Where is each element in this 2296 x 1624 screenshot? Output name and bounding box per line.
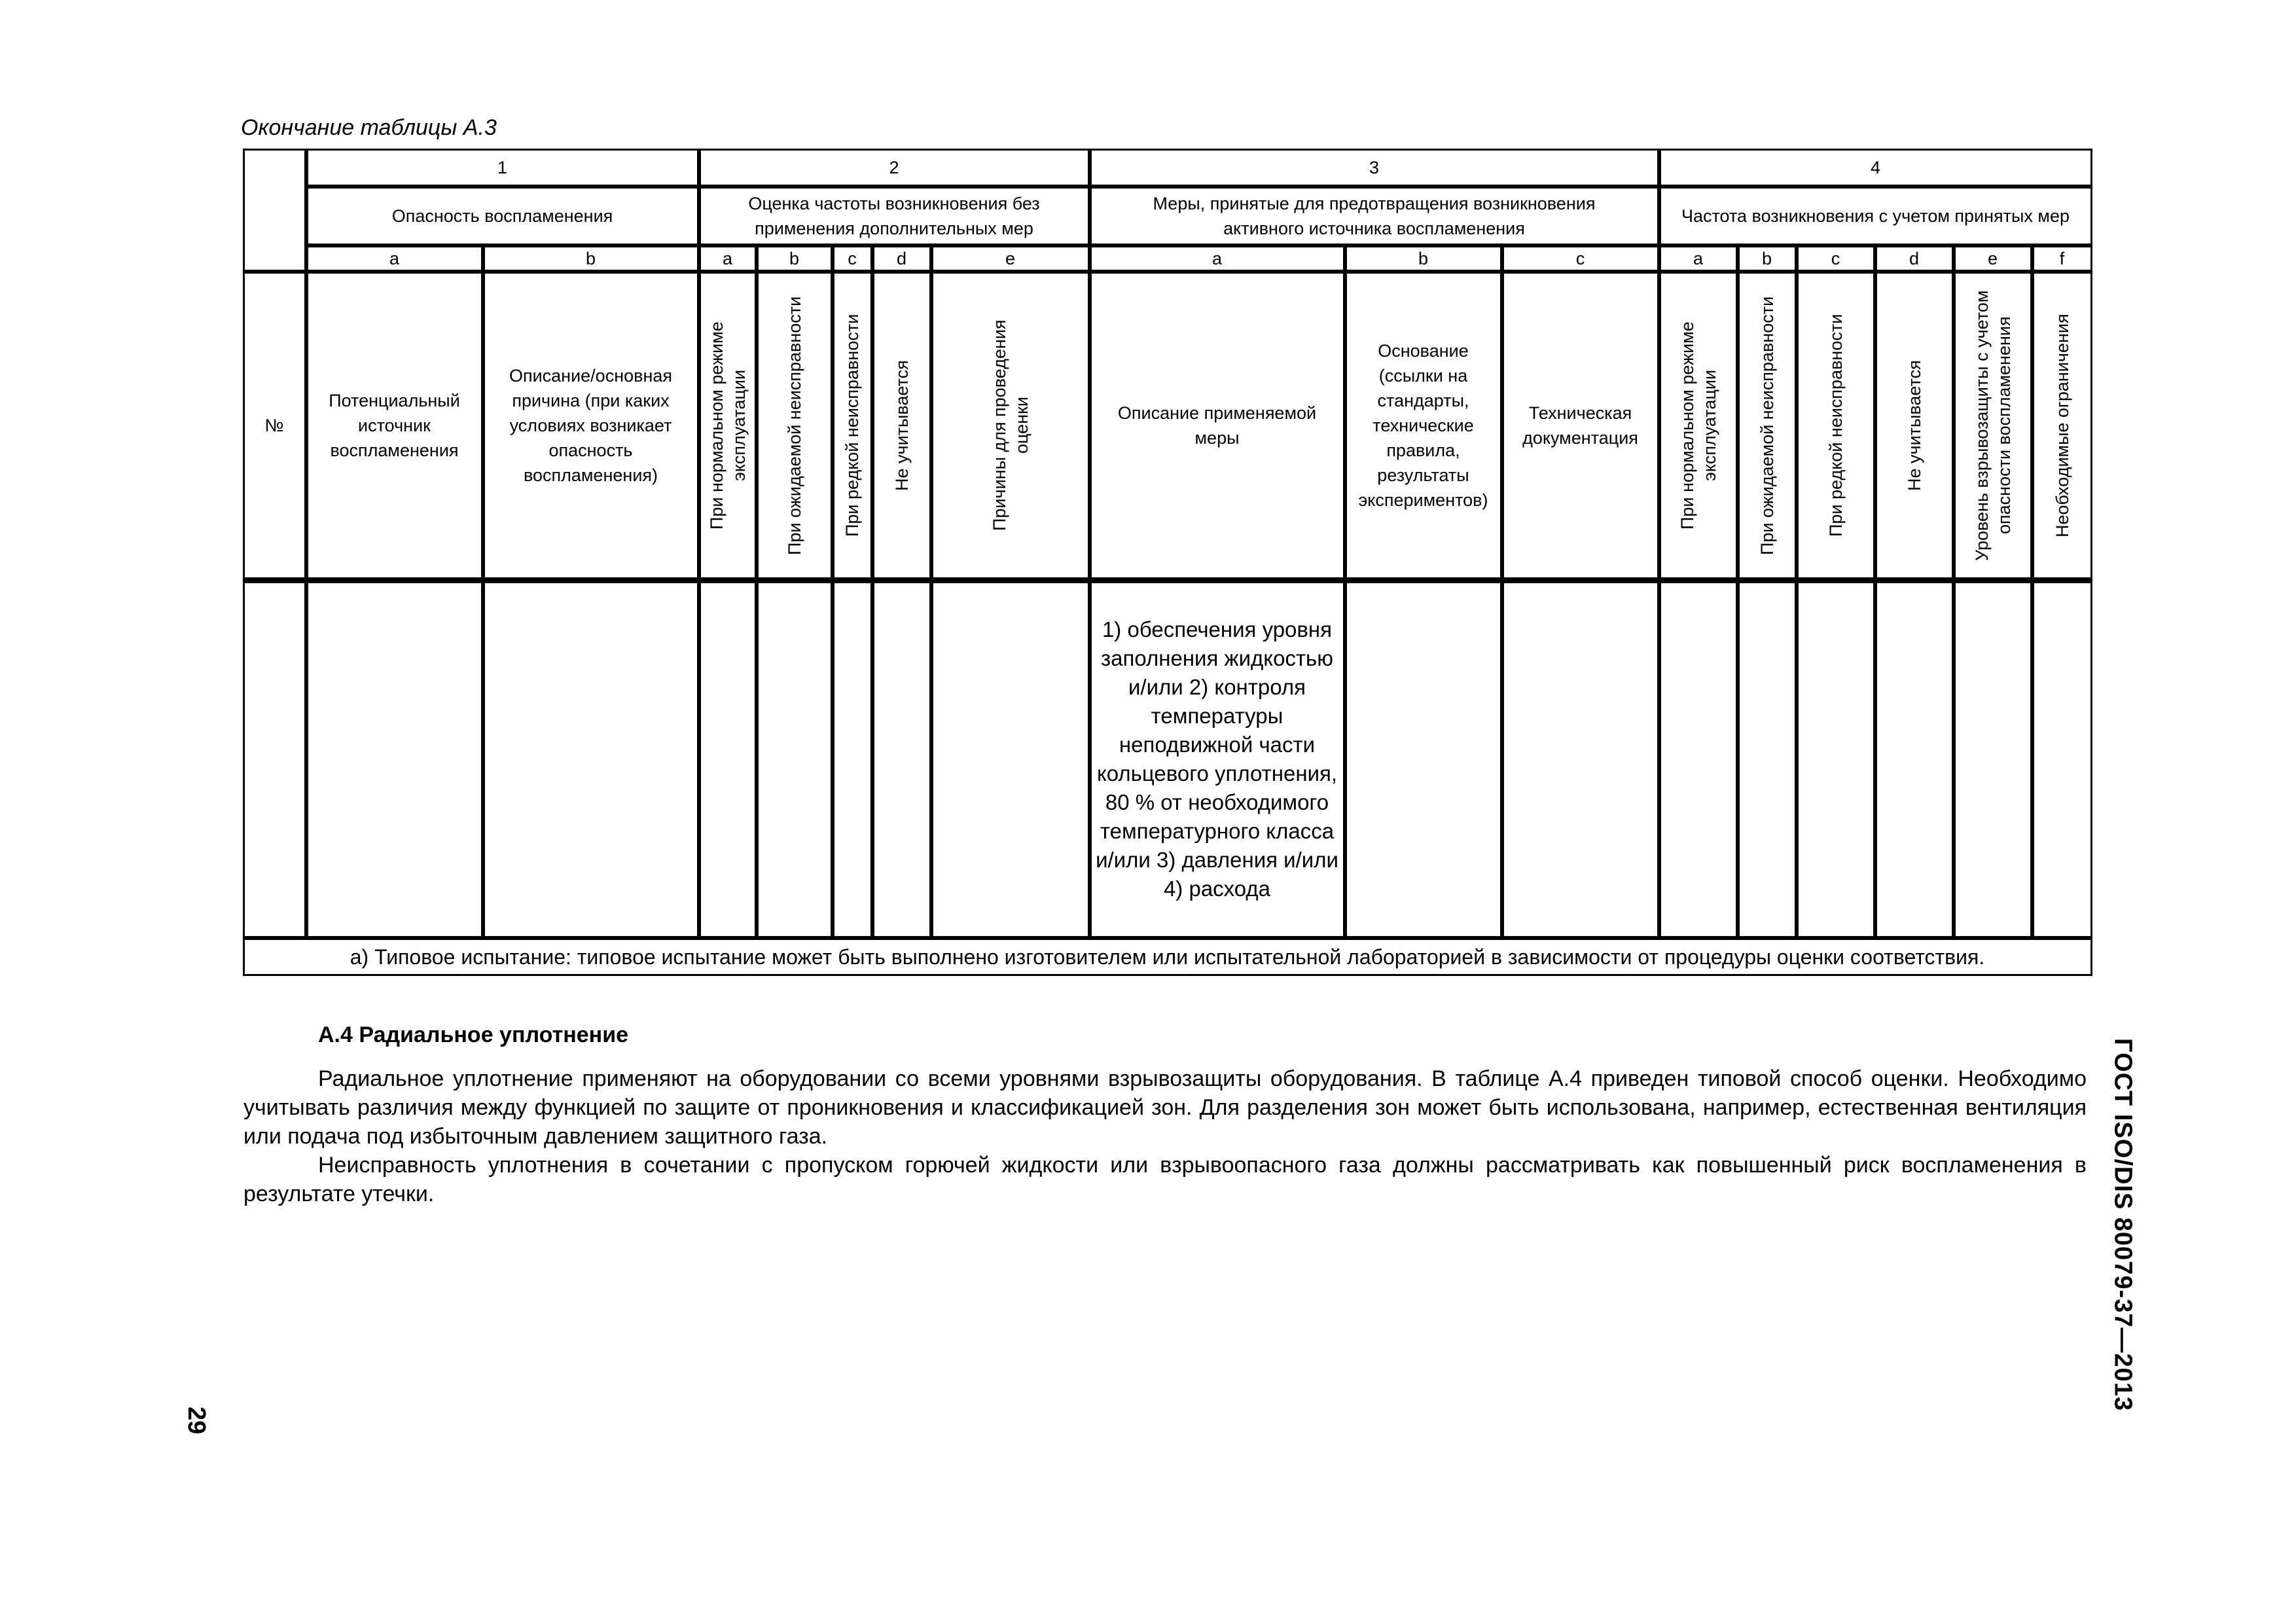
table-cell (872, 579, 931, 938)
table-cell (1659, 579, 1738, 938)
col-header-text: Уровень взрывозащиты с учетом опасности воспламенения (1971, 289, 2014, 561)
col-header: Описание применяемой меры (1090, 272, 1345, 579)
group-number-4: 4 (1659, 149, 2092, 187)
col-header-text: При нормальном режиме эксплуатации (706, 321, 749, 530)
group-title-3: Меры, принятые для предотвращения возникновения активного источника воспламенения (1090, 187, 1659, 245)
sub-letter: d (872, 245, 931, 272)
table-cell (2032, 579, 2092, 938)
table-cell (833, 579, 872, 938)
sub-letter: a (1090, 245, 1345, 272)
col-header (699, 272, 757, 579)
sub-letter: e (1954, 245, 2032, 272)
col-header-text: Необходимые ограничения (2052, 313, 2072, 537)
sub-letter: b (1738, 245, 1797, 272)
group-title-2: Оценка частоты возникновения без применения дополнительных мер (699, 187, 1090, 245)
table-cell (306, 579, 483, 938)
group-title-4: Частота возникновения с учетом принятых мер (1659, 187, 2092, 245)
col-header: Техническая документация (1502, 272, 1659, 579)
body-paragraph: Радиальное уплотнение применяют на оборудовании со всеми уровнями взрывозащиты оборудования. В таблице А.4 приведен типовой способ оценки. Необходимо учитывать различия между функцией по защите от проникновения и классификацией зон. Для разделения зон может быть использована, например, естественная вентиляция или подача под избыточным давлением защитного газа. (243, 1066, 2087, 1149)
assessment-table (243, 149, 2093, 977)
group-number-3: 3 (1090, 149, 1659, 187)
sub-letter: f (2032, 245, 2092, 272)
col-header-text: При ожидаемой неисправности (1757, 295, 1777, 555)
col-header: Основание (ссылки на стандарты, технические правила, результаты экспериментов) (1345, 272, 1502, 579)
measure-cell (1090, 579, 1345, 938)
sub-letter: c (1797, 245, 1875, 272)
page-number: 29 (183, 1406, 211, 1435)
col-header-text: Не учитывается (891, 359, 912, 491)
table-cell (1738, 579, 1797, 938)
col-header (1797, 272, 1875, 579)
table-cell (243, 579, 306, 938)
col-header (872, 272, 931, 579)
group-number-2: 2 (699, 149, 1090, 187)
measure-text: 1) обеспечения уровня заполнения жидкостью и/или 2) контроля температуры неподвижной части кольцевого уплотнения, 80 % от необходимого температурного класса и/или 3) давления и/или 4) расхода (1096, 617, 1338, 901)
sub-letter: b (1345, 245, 1502, 272)
table-cell (1345, 579, 1502, 938)
number-header: № (243, 272, 306, 579)
table-cell (1797, 579, 1875, 938)
sub-letter: e (931, 245, 1090, 272)
document-id: ГОСТ ISO/DIS 80079-37—2013 (2109, 1038, 2137, 1411)
group-title-1: Опасность воспламенения (306, 187, 699, 245)
table-cell (931, 579, 1090, 938)
col-header (1954, 272, 2032, 579)
col-header (757, 272, 833, 579)
sub-letter: a (1659, 245, 1738, 272)
col-header-text: Не учитывается (1904, 359, 1924, 491)
table-cell (699, 579, 757, 938)
col-header-text: При редкой неисправности (1825, 314, 1846, 537)
corner-cell (243, 149, 306, 272)
col-header-text: При ожидаемой неисправности (784, 295, 804, 555)
table-cell (1875, 579, 1954, 938)
col-header: Описание/основная причина (при каких условиях возникает опасность воспламенения) (483, 272, 699, 579)
body-paragraph: Неисправность уплотнения в сочетании с пропуском горючей жидкости или взрывоопасного газа должны рассматривать как повышенный риск воспламенения в результате утечки. (243, 1153, 2087, 1206)
sub-letter: b (483, 245, 699, 272)
col-header (1875, 272, 1954, 579)
table-footnote: a) Типовое испытание: типовое испытание может быть выполнено изготовителем или испытательной лабораторией в зависимости от процедуры оценки соответствия. (243, 938, 2092, 976)
col-header (931, 272, 1090, 579)
sub-letter: b (757, 245, 833, 272)
table-cell (757, 579, 833, 938)
sub-letter: a (306, 245, 483, 272)
col-header: Потенциальный источник воспламенения (306, 272, 483, 579)
sub-letter: a (699, 245, 757, 272)
table-caption: Окончание таблицы А.3 (241, 115, 497, 140)
col-header-text: При редкой неисправности (842, 314, 862, 537)
col-header (2032, 272, 2092, 579)
col-header-text: При нормальном режиме эксплуатации (1677, 321, 1719, 530)
col-header-text: Причины для проведения оценки (989, 319, 1031, 531)
group-number-1: 1 (306, 149, 699, 187)
col-header (833, 272, 872, 579)
sub-letter: d (1875, 245, 1954, 272)
col-header (1659, 272, 1738, 579)
col-header (1738, 272, 1797, 579)
table-cell (1502, 579, 1659, 938)
table-cell (1954, 579, 2032, 938)
sub-letter: c (1502, 245, 1659, 272)
table-cell (483, 579, 699, 938)
section-heading: А.4 Радиальное уплотнение (318, 1022, 629, 1047)
sub-letter: c (833, 245, 872, 272)
